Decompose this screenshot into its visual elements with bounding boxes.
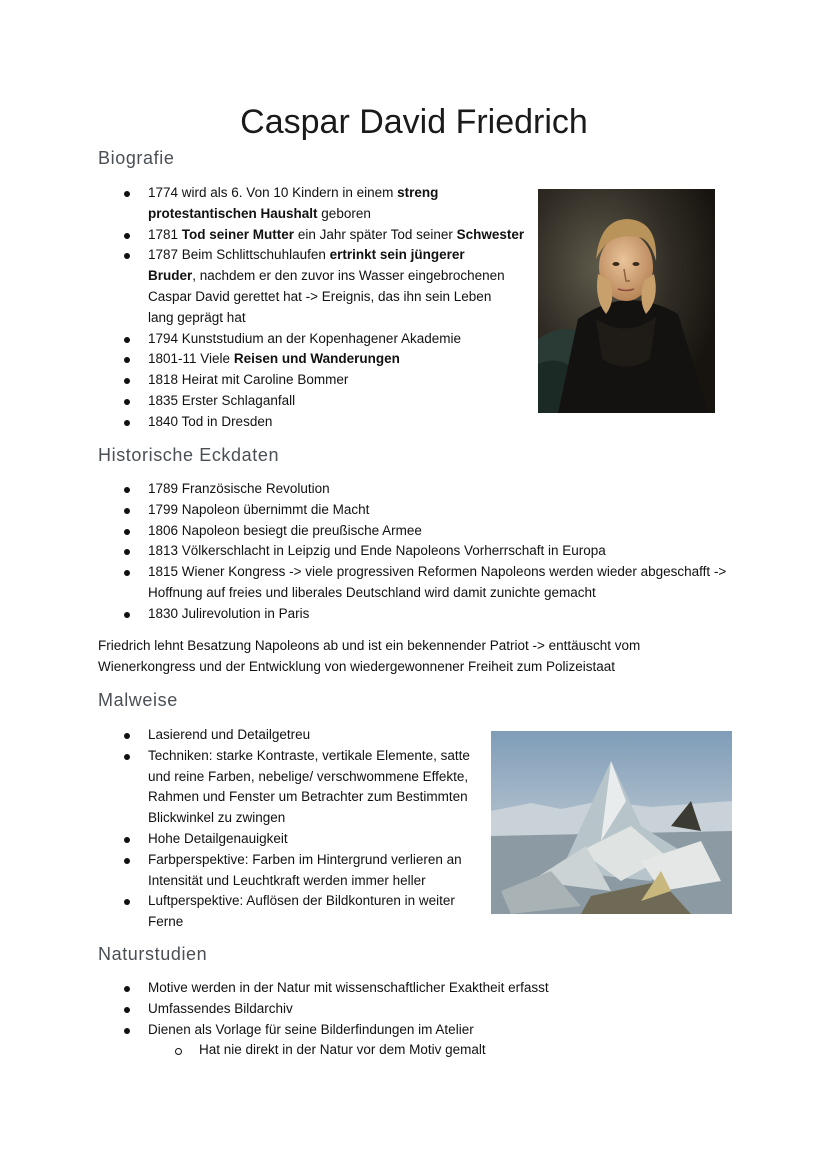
list-item: 1799 Napoleon übernimmt die Macht (148, 500, 733, 521)
list-item: 1818 Heirat mit Caroline Bommer (148, 370, 533, 391)
section-heading-historische-eckdaten: Historische Eckdaten (98, 445, 280, 465)
list-item: 1789 Französische Revolution (148, 479, 733, 500)
list-item: 1787 Beim Schlittschuhlaufen ertrinkt sein jüngerer Bruder, nachdem er den zuvor ins Wasser eingebrochenen Caspar David gerettet hat -> Ereignis, das ihn sein Leben lang geprägt hat (148, 245, 513, 328)
naturstudien-sublist (199, 1040, 734, 1061)
list-item: Motive werden in der Natur mit wissenschaftlicher Exaktheit erfasst (148, 978, 733, 999)
list-item: Umfassendes Bildarchiv (148, 999, 733, 1020)
list-item: 1813 Völkerschlacht in Leipzig und Ende Napoleons Vorherrschaft in Europa (148, 541, 733, 562)
malweise-list (148, 725, 478, 933)
section-heading-malweise: Malweise (98, 690, 178, 710)
list-item: 1815 Wiener Kongress -> viele progressiven Reformen Napoleons werden wieder abgeschafft -> Hoffnung auf freies und liberales Deutschland wird damit zunichte gemacht (148, 562, 733, 604)
list-item: 1830 Julirevolution in Paris (148, 604, 733, 625)
list-item: Luftperspektive: Auflösen der Bildkonturen in weiter Ferne (148, 891, 478, 933)
list-item: Farbperspektive: Farben im Hintergrund verlieren an Intensität und Leuchtkraft werden immer heller (148, 850, 478, 892)
section-heading-biografie: Biografie (98, 148, 175, 168)
biografie-list (148, 183, 533, 433)
sub-list-item: Hat nie direkt in der Natur vor dem Motiv gemalt (199, 1040, 734, 1061)
list-item: Hohe Detailgenauigkeit (148, 829, 478, 850)
list-item: 1774 wird als 6. Von 10 Kindern in einem streng protestantischen Haushalt geboren (148, 183, 533, 225)
page-title: Caspar David Friedrich (240, 103, 588, 141)
portrait-painting-image (538, 189, 715, 413)
section-heading-naturstudien: Naturstudien (98, 944, 208, 964)
list-item: Lasierend und Detailgetreu (148, 725, 478, 746)
eckdaten-paragraph: Friedrich lehnt Besatzung Napoleons ab und ist ein bekennender Patriot -> enttäuscht vom Wienerkongress und der Entwicklung von wiedergewonnener Freiheit zum Polizeistaat (98, 638, 641, 674)
list-item: 1781 Tod seiner Mutter ein Jahr später Tod seiner Schwester (148, 225, 533, 246)
list-item: 1794 Kunststudium an der Kopenhagener Akademie (148, 329, 533, 350)
eckdaten-list (148, 479, 733, 625)
sea-of-ice-painting-image (491, 731, 732, 914)
naturstudien-list (148, 978, 733, 1040)
list-item: Dienen als Vorlage für seine Bilderfindungen im Atelier (148, 1020, 733, 1041)
list-item: Techniken: starke Kontraste, vertikale Elemente, satte und reine Farben, nebelige/ verschwommene Effekte, Rahmen und Fenster um Betrachter zum Bestimmten Blickwinkel zu zwingen (148, 746, 478, 829)
list-item: 1835 Erster Schlaganfall (148, 391, 533, 412)
list-item: 1806 Napoleon besiegt die preußische Armee (148, 521, 733, 542)
list-item: 1801-11 Viele Reisen und Wanderungen (148, 349, 533, 370)
list-item: 1840 Tod in Dresden (148, 412, 533, 433)
